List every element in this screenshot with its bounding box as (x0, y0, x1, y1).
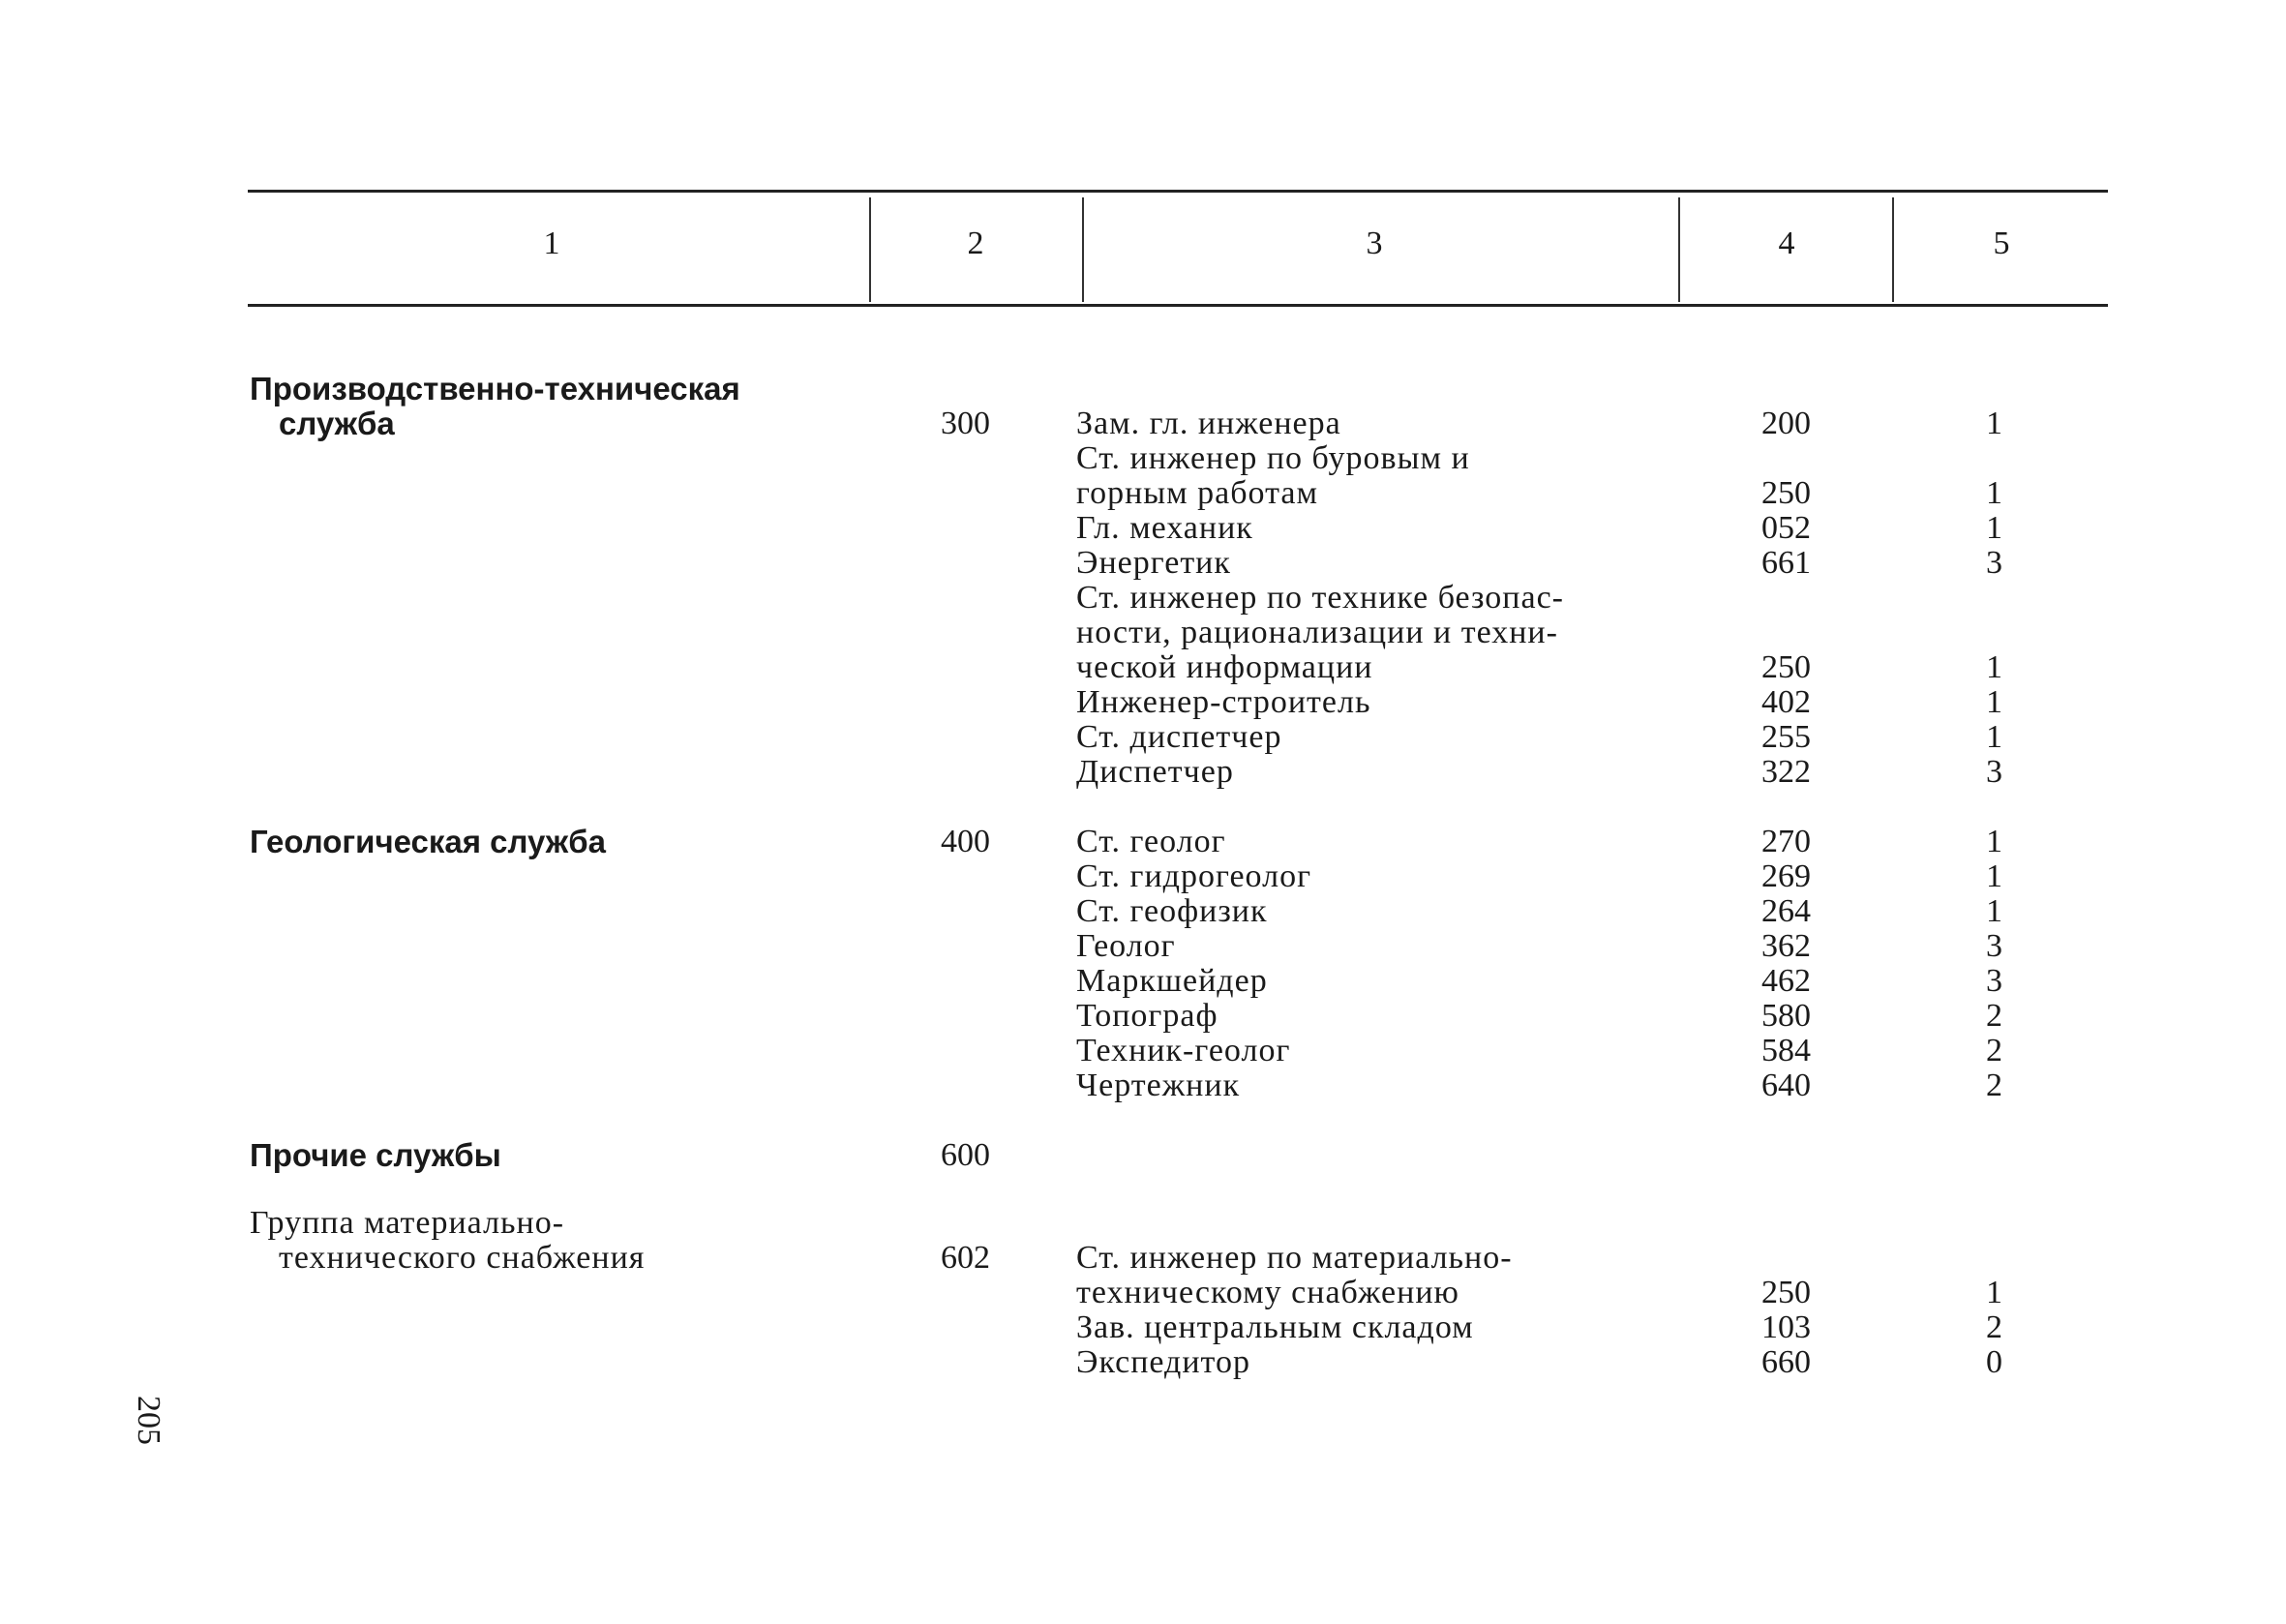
position-name: Ст. инженер по буровым и (1076, 440, 1470, 476)
column-header-4: 4 (1778, 226, 1795, 261)
position-count: 1 (1986, 824, 2002, 859)
position-name: Ст. геолог (1076, 824, 1226, 859)
section-title: Прочие службы (250, 1137, 501, 1173)
position-name: Ст. гидрогеолог (1076, 858, 1312, 894)
table-row (1076, 441, 2044, 476)
table-row (1076, 1241, 2044, 1276)
table-row (1076, 720, 2044, 755)
section-code: 300 (941, 406, 990, 441)
column-divider-3 (1678, 197, 1680, 302)
position-count: 3 (1986, 545, 2002, 581)
position-count: 3 (1986, 963, 2002, 999)
position-code: 584 (1761, 1033, 1811, 1068)
position-name: Зам. гл. инженера (1076, 406, 1341, 441)
table-row (1076, 1310, 2044, 1345)
position-name: Зав. центральным складом (1076, 1309, 1474, 1345)
position-name: Гл. механик (1076, 510, 1253, 546)
position-count: 1 (1986, 406, 2002, 441)
position-code: 270 (1761, 824, 1811, 859)
position-count: 1 (1986, 510, 2002, 546)
group-label: технического снабжения (279, 1240, 646, 1276)
position-count: 1 (1986, 475, 2002, 511)
column-divider-4 (1892, 197, 1894, 302)
table-row (1076, 616, 2044, 650)
column-divider-2 (1082, 197, 1084, 302)
position-code: 250 (1761, 475, 1811, 511)
position-count: 1 (1986, 684, 2002, 720)
position-name: Ст. диспетчер (1076, 719, 1282, 755)
table-row (1076, 1034, 2044, 1068)
position-code: 580 (1761, 998, 1811, 1034)
position-count: 1 (1986, 858, 2002, 894)
position-name: Ст. инженер по материально- (1076, 1240, 1513, 1276)
position-name: горным работам (1076, 475, 1318, 511)
position-name: Диспетчер (1076, 754, 1234, 790)
position-name: Инженер-строитель (1076, 684, 1371, 720)
position-code: 264 (1761, 893, 1811, 929)
position-count: 1 (1986, 719, 2002, 755)
column-header-5: 5 (1993, 226, 2010, 261)
position-name: Энергетик (1076, 545, 1231, 581)
position-name: Техник-геолог (1076, 1033, 1291, 1068)
table-row (1076, 999, 2044, 1034)
section-title: служба (279, 406, 395, 441)
position-name: Чертежник (1076, 1068, 1241, 1103)
table-row (1076, 581, 2044, 616)
position-code: 250 (1761, 649, 1811, 685)
table-row (1076, 546, 2044, 581)
position-code: 462 (1761, 963, 1811, 999)
position-code: 322 (1761, 754, 1811, 790)
table-row (1076, 1276, 2044, 1310)
position-code: 200 (1761, 406, 1811, 441)
position-code: 640 (1761, 1068, 1811, 1103)
position-count: 3 (1986, 928, 2002, 964)
position-code: 052 (1761, 510, 1811, 546)
position-count: 1 (1986, 1275, 2002, 1310)
page-number: 205 (131, 1396, 166, 1445)
column-divider-1 (869, 197, 871, 302)
position-count: 2 (1986, 1068, 2002, 1103)
table-row (1076, 1345, 2044, 1380)
table-row (1076, 685, 2044, 720)
position-count: 0 (1986, 1344, 2002, 1380)
section-code: 400 (941, 824, 990, 859)
position-name: Ст. инженер по технике безопас- (1076, 580, 1564, 616)
table-row (1076, 1068, 2044, 1103)
position-name: ности, рационализации и техни- (1076, 615, 1558, 650)
table-row (1076, 650, 2044, 685)
section-title: Производственно-техническая (250, 371, 740, 406)
position-code: 362 (1761, 928, 1811, 964)
table-row (1076, 825, 2044, 859)
group-label: Группа материально- (250, 1205, 565, 1241)
position-name: Геолог (1076, 928, 1176, 964)
table-row (1076, 859, 2044, 894)
position-count: 1 (1986, 893, 2002, 929)
table-row (1076, 511, 2044, 546)
position-count: 2 (1986, 1309, 2002, 1345)
column-header-2: 2 (967, 226, 984, 261)
position-name: Ст. геофизик (1076, 893, 1268, 929)
position-count: 2 (1986, 998, 2002, 1034)
position-name: Маркшейдер (1076, 963, 1268, 999)
position-code: 269 (1761, 858, 1811, 894)
section-title: Геологическая служба (250, 824, 606, 859)
table-row (1076, 929, 2044, 964)
position-name: техническому снабжению (1076, 1275, 1459, 1310)
position-name: ческой информации (1076, 649, 1373, 685)
header-top-rule (248, 190, 2108, 193)
table-row (1076, 894, 2044, 929)
section-code: 600 (941, 1137, 990, 1173)
position-code: 103 (1761, 1309, 1811, 1345)
position-count: 2 (1986, 1033, 2002, 1068)
column-header-3: 3 (1366, 226, 1383, 261)
position-code: 250 (1761, 1275, 1811, 1310)
table-row (1076, 406, 2044, 441)
header-bottom-rule (248, 304, 2108, 307)
position-count: 3 (1986, 754, 2002, 790)
position-code: 660 (1761, 1344, 1811, 1380)
column-header-1: 1 (543, 226, 560, 261)
position-code: 255 (1761, 719, 1811, 755)
position-name: Экспедитор (1076, 1344, 1250, 1380)
position-count: 1 (1986, 649, 2002, 685)
position-name: Топограф (1076, 998, 1218, 1034)
section-code: 602 (941, 1240, 990, 1276)
table-row (1076, 964, 2044, 999)
position-code: 402 (1761, 684, 1811, 720)
position-code: 661 (1761, 545, 1811, 581)
table-row (1076, 476, 2044, 511)
table-row (1076, 755, 2044, 790)
